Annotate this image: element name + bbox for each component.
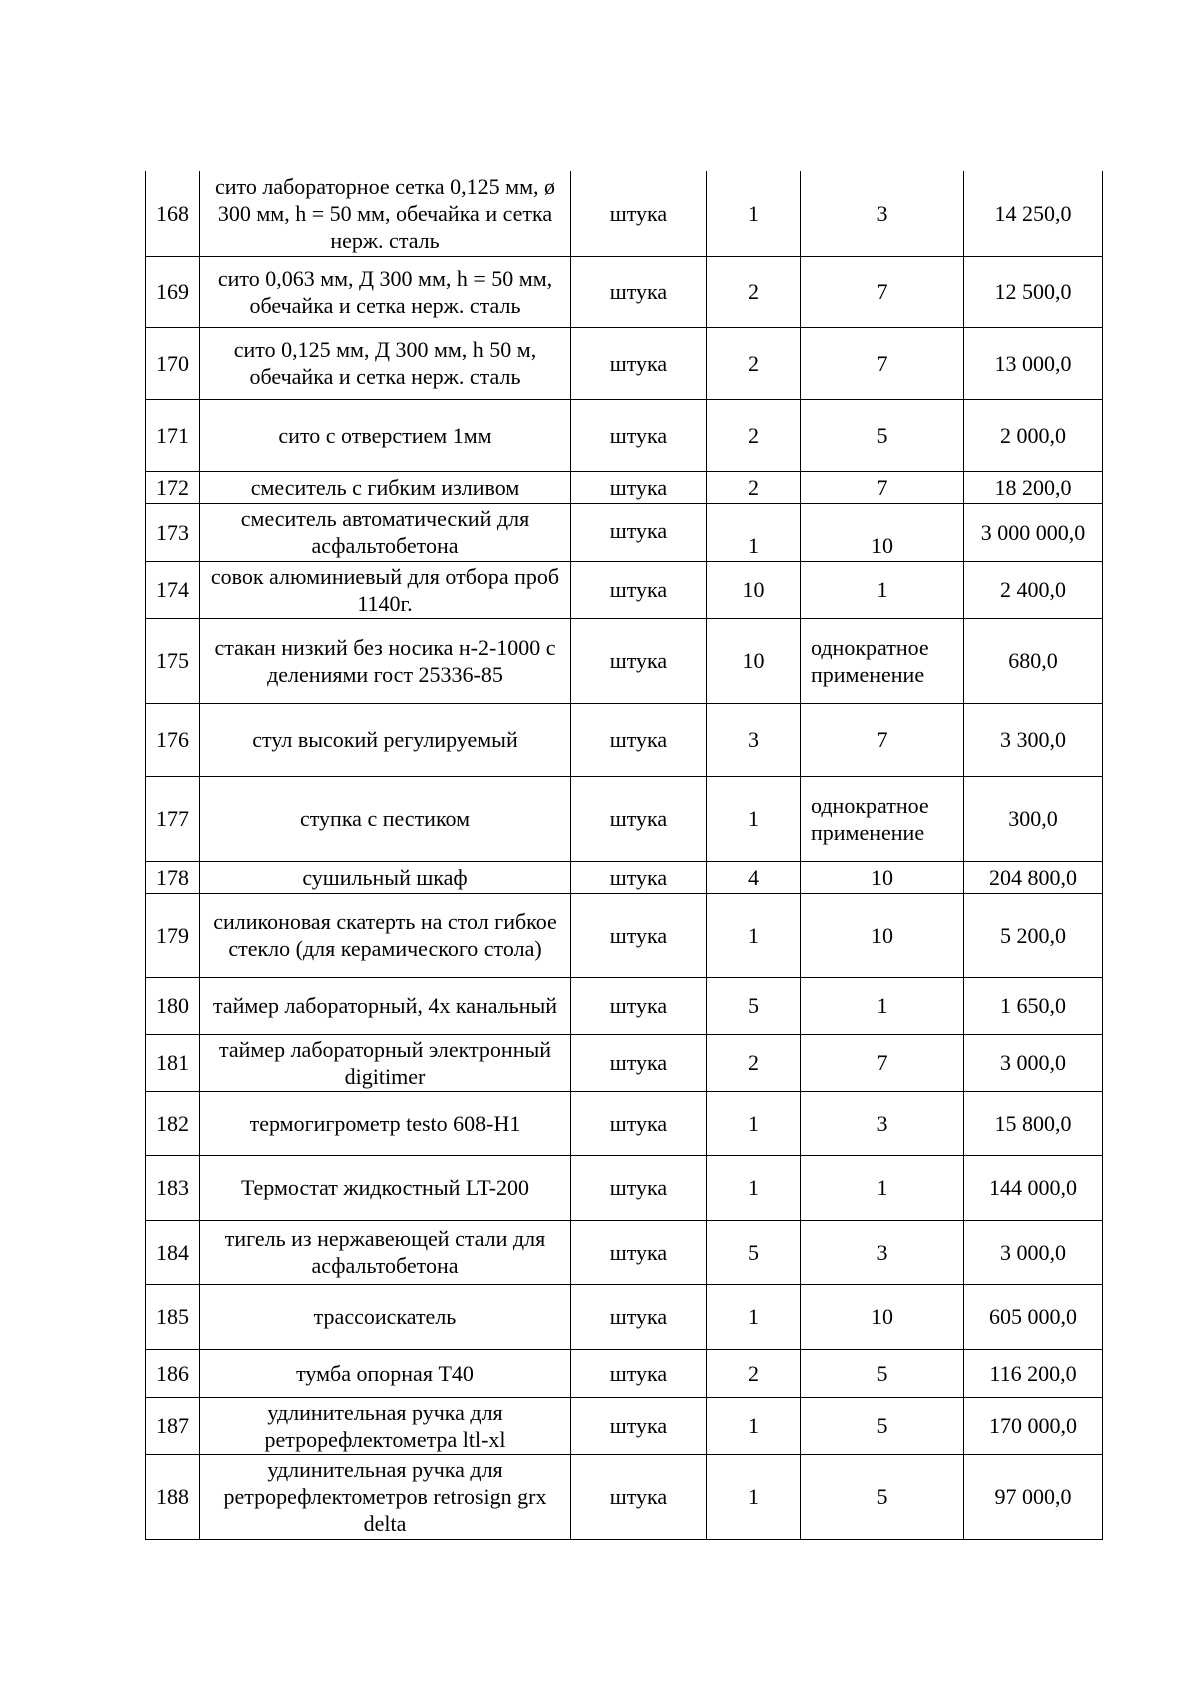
item-unit-text: штука [609,1239,668,1265]
table-row [146,503,1103,561]
table-row [146,327,1103,399]
row-number [146,1454,200,1539]
item-price-text: 300,0 [1008,806,1058,831]
service-period [801,1284,964,1349]
row-number [146,703,200,776]
row-number [146,503,200,561]
item-quantity-text: 1 [748,922,759,948]
item-name-text: сито лабораторное сетка 0,125 мм, ø 300 мм, h = 50 мм, обечайка и сетка нерж. сталь [214,173,555,253]
row-number [146,1091,200,1155]
item-unit [571,1454,707,1539]
item-unit [571,1397,707,1454]
row-number [146,256,200,327]
item-price-text: 13 000,0 [994,350,1072,376]
item-price [964,561,1103,618]
row-number-text: 179 [156,922,189,948]
item-name [200,561,571,618]
table-row [146,1284,1103,1349]
table-row [146,1349,1103,1397]
row-number [146,1155,200,1220]
item-quantity [707,893,801,977]
item-name [200,1034,571,1091]
item-quantity-text: 1 [748,1304,759,1329]
item-unit-text: штука [609,577,668,602]
service-period-text: 5 [876,1360,888,1386]
row-number-text: 187 [156,1413,189,1438]
item-unit [571,703,707,776]
item-name-text: сушильный шкаф [302,864,468,890]
item-price-text: 18 200,0 [994,474,1072,500]
item-unit [571,171,707,256]
service-period [801,776,964,861]
service-period [801,977,964,1034]
item-price [964,703,1103,776]
item-quantity [707,977,801,1034]
item-name [200,776,571,861]
item-quantity-text: 10 [742,648,765,673]
item-unit [571,1284,707,1349]
item-unit [571,893,707,977]
item-name-text: сито с отверстием 1мм [278,422,492,448]
service-period [801,1034,964,1091]
row-number-text: 183 [156,1175,189,1200]
row-number [146,171,200,256]
item-name [200,256,571,327]
item-price [964,1454,1103,1539]
service-period-text: 7 [876,727,888,752]
row-number [146,1284,200,1349]
service-period-text: 3 [876,200,888,226]
row-number [146,561,200,618]
item-name [200,1397,571,1454]
item-price-text: 3 000 000,0 [980,519,1086,545]
item-name [200,893,571,977]
item-unit [571,1155,707,1220]
item-price [964,1091,1103,1155]
row-number-text: 185 [156,1304,189,1329]
row-number-text: 184 [156,1239,189,1265]
table-row [146,471,1103,503]
item-unit-text: штука [609,279,668,304]
table-row [146,561,1103,618]
item-quantity [707,1034,801,1091]
item-unit-text: штука [609,727,668,752]
row-number-text: 176 [156,727,189,752]
item-unit [571,327,707,399]
service-period-text: 7 [876,350,888,376]
item-quantity-text: 2 [748,1050,759,1075]
item-unit-text: штука [609,350,668,376]
row-number-text: 181 [156,1050,189,1075]
table-row [146,171,1103,256]
item-quantity-text: 5 [748,1239,759,1265]
item-unit-text: штука [609,517,668,543]
service-period [801,1397,964,1454]
item-price [964,776,1103,861]
item-name-text: термогигрометр testo 608-H1 [249,1110,521,1136]
item-name-text: Термостат жидкостный LT-200 [240,1175,530,1200]
item-unit-text: штука [609,1360,668,1386]
service-period [801,561,964,618]
item-name [200,171,571,256]
row-number-text: 171 [156,422,189,448]
table-row [146,618,1103,703]
item-price [964,1397,1103,1454]
service-period-text: 3 [876,1110,888,1136]
item-name-text: тигель из нержавеющей стали для асфальтобетона [224,1226,546,1278]
service-period-text: 7 [876,279,888,304]
item-quantity-text: 2 [748,422,759,448]
item-quantity-text: 1 [748,1413,759,1438]
row-number [146,1220,200,1284]
row-number [146,399,200,471]
service-period [801,1454,964,1539]
item-name-text: таймер лабораторный электронный digitimer [218,1036,552,1089]
item-price [964,618,1103,703]
row-number [146,1397,200,1454]
item-name [200,1220,571,1284]
item-name-text: смеситель автоматический для асфальтобетона [240,506,530,558]
service-period-text: 7 [876,474,888,500]
item-name-text: трассоискатель [313,1304,457,1329]
item-quantity [707,776,801,861]
item-unit [571,503,707,561]
row-number [146,471,200,503]
item-quantity-text: 2 [748,279,759,304]
item-quantity-text: 3 [748,727,759,752]
item-price [964,256,1103,327]
item-unit [571,618,707,703]
row-number [146,893,200,977]
item-price-text: 170 000,0 [989,1413,1077,1438]
row-number [146,618,200,703]
item-name-text: стакан низкий без носика н-2-1000 с делениями гост 25336-85 [214,634,556,687]
item-quantity [707,1091,801,1155]
service-period [801,256,964,327]
item-quantity [707,618,801,703]
service-period-text: однократное применение [811,634,929,687]
item-price [964,893,1103,977]
item-unit-text: штука [609,1050,668,1075]
table-row [146,776,1103,861]
service-period [801,327,964,399]
item-name [200,327,571,399]
item-price [964,171,1103,256]
item-quantity [707,1454,801,1539]
row-number-text: 182 [156,1110,189,1136]
row-number-text: 180 [156,993,189,1018]
item-unit [571,776,707,861]
equipment-table [145,171,1103,1540]
item-name-text: удлинительная ручка для ретрорефлектометров retrosign grx delta [223,1457,547,1536]
item-quantity-text: 4 [748,864,759,890]
service-period [801,503,964,561]
row-number-text: 170 [156,350,189,376]
item-name-text: совок алюминиевый для отбора проб 1140г. [210,563,560,616]
item-name [200,1454,571,1539]
item-unit-text: штука [609,200,668,226]
item-unit [571,471,707,503]
item-name [200,1155,571,1220]
item-name-text: ступка с пестиком [299,806,471,831]
item-quantity-text: 5 [748,993,759,1018]
item-quantity-text: 2 [748,1360,759,1386]
item-price-text: 116 200,0 [989,1360,1077,1386]
item-quantity [707,1220,801,1284]
item-price [964,503,1103,561]
item-name-text: таймер лабораторный, 4х канальный [212,993,558,1018]
service-period [801,703,964,776]
item-quantity [707,399,801,471]
item-quantity-text: 1 [748,200,759,226]
item-name [200,1349,571,1397]
item-name-text: смеситель с гибким изливом [250,474,520,500]
item-name [200,618,571,703]
item-unit [571,256,707,327]
row-number-text: 177 [156,806,189,831]
table-row [146,893,1103,977]
item-unit-text: штука [609,922,668,948]
service-period [801,893,964,977]
table-row [146,1220,1103,1284]
item-price [964,1155,1103,1220]
item-quantity-text: 2 [748,350,759,376]
table-row [146,256,1103,327]
item-name [200,703,571,776]
item-quantity-text: 2 [748,474,759,500]
service-period [801,1155,964,1220]
row-number-text: 172 [156,474,189,500]
service-period-text: 7 [876,1050,888,1075]
service-period [801,399,964,471]
item-price-text: 97 000,0 [994,1484,1072,1509]
item-name [200,399,571,471]
item-unit-text: штука [609,474,668,500]
item-price [964,1349,1103,1397]
service-period [801,1349,964,1397]
item-price [964,861,1103,893]
row-number-text: 169 [156,279,189,304]
item-quantity-text: 1 [748,532,759,558]
row-number-text: 173 [156,519,189,545]
item-quantity [707,171,801,256]
table-row [146,399,1103,471]
item-unit-text: штука [609,1304,668,1329]
item-name-text: силиконовая скатерть на стол гибкое стекло (для керамического стола) [213,909,557,961]
service-period-text: 10 [871,1304,893,1329]
item-name [200,861,571,893]
row-number [146,776,200,861]
row-number [146,1349,200,1397]
item-quantity-text: 1 [748,1110,759,1136]
item-quantity [707,503,801,561]
service-period [801,618,964,703]
item-price-text: 605 000,0 [989,1304,1077,1329]
item-unit-text: штука [609,1413,668,1438]
service-period-text: 10 [871,532,893,558]
item-quantity-text: 1 [748,1484,759,1509]
item-unit [571,1091,707,1155]
item-price-text: 144 000,0 [989,1175,1077,1200]
item-name [200,1284,571,1349]
item-price-text: 14 250,0 [994,200,1072,226]
row-number-text: 175 [156,648,189,673]
service-period-text: 5 [876,1413,888,1438]
table-row [146,861,1103,893]
row-number-text: 174 [156,577,189,602]
item-price [964,399,1103,471]
item-quantity-text: 1 [748,1175,759,1200]
service-period [801,1091,964,1155]
item-name [200,471,571,503]
table-row [146,1454,1103,1539]
service-period [801,171,964,256]
item-price-text: 2 000,0 [1000,422,1066,448]
table-row [146,1397,1103,1454]
item-quantity [707,327,801,399]
service-period-text: 10 [871,864,893,890]
service-period-text: 5 [876,422,888,448]
item-price-text: 3 300,0 [1000,727,1066,752]
item-unit-text: штука [609,806,668,831]
item-quantity [707,1155,801,1220]
item-quantity [707,861,801,893]
row-number [146,1034,200,1091]
item-unit [571,977,707,1034]
service-period [801,471,964,503]
item-unit [571,861,707,893]
item-unit-text: штука [609,648,668,673]
item-quantity [707,1397,801,1454]
table-row [146,1034,1103,1091]
item-unit-text: штука [609,864,668,890]
item-price-text: 15 800,0 [994,1110,1072,1136]
item-quantity [707,1349,801,1397]
row-number [146,327,200,399]
service-period-text: однократное применение [811,792,929,845]
item-unit-text: штука [609,1110,668,1136]
row-number [146,977,200,1034]
item-price-text: 3 000,0 [1000,1239,1066,1265]
item-unit [571,399,707,471]
table-row [146,703,1103,776]
item-price-text: 204 800,0 [989,864,1077,890]
item-price [964,1034,1103,1091]
item-name [200,503,571,561]
item-quantity [707,471,801,503]
item-name [200,1091,571,1155]
item-name-text: удлинительная ручка для ретрорефлектометра ltl-xl [264,1399,506,1452]
table-row [146,1155,1103,1220]
item-quantity [707,256,801,327]
service-period [801,861,964,893]
item-unit-text: штука [609,422,668,448]
item-name [200,977,571,1034]
item-name-text: сито 0,063 мм, Д 300 мм, h = 50 мм, обечайка и сетка нерж. сталь [217,265,553,318]
item-unit [571,1034,707,1091]
item-price [964,977,1103,1034]
service-period [801,1220,964,1284]
item-name-text: сито 0,125 мм, Д 300 мм, h 50 м, обечайка и сетка нерж. сталь [233,337,537,389]
row-number-text: 168 [156,200,189,226]
item-name-text: стул высокий регулируемый [252,727,518,752]
item-quantity [707,561,801,618]
item-unit [571,561,707,618]
item-price-text: 3 000,0 [1000,1050,1066,1075]
item-unit [571,1220,707,1284]
table-body [146,171,1103,1539]
item-price-text: 2 400,0 [1000,577,1066,602]
item-price [964,471,1103,503]
item-price-text: 680,0 [1008,648,1058,673]
item-name-text: тумба опорная Т40 [296,1360,474,1386]
service-period-text: 5 [876,1484,888,1509]
item-price [964,327,1103,399]
table-row [146,1091,1103,1155]
item-quantity [707,1284,801,1349]
table-row [146,977,1103,1034]
item-price-text: 12 500,0 [994,279,1072,304]
item-price [964,1284,1103,1349]
service-period-text: 1 [876,577,888,602]
item-quantity [707,703,801,776]
service-period-text: 1 [876,1175,888,1200]
row-number-text: 186 [156,1360,189,1386]
service-period-text: 3 [876,1239,888,1265]
item-unit-text: штука [609,1484,668,1509]
item-quantity-text: 10 [742,577,765,602]
item-unit-text: штука [609,1175,668,1200]
service-period-text: 1 [876,993,888,1018]
item-quantity-text: 1 [748,806,759,831]
row-number-text: 178 [156,864,189,890]
item-price-text: 5 200,0 [1000,922,1066,948]
item-unit [571,1349,707,1397]
item-price-text: 1 650,0 [1000,993,1066,1018]
row-number [146,861,200,893]
item-unit-text: штука [609,993,668,1018]
row-number-text: 188 [156,1484,189,1509]
service-period-text: 10 [871,922,893,948]
item-price [964,1220,1103,1284]
